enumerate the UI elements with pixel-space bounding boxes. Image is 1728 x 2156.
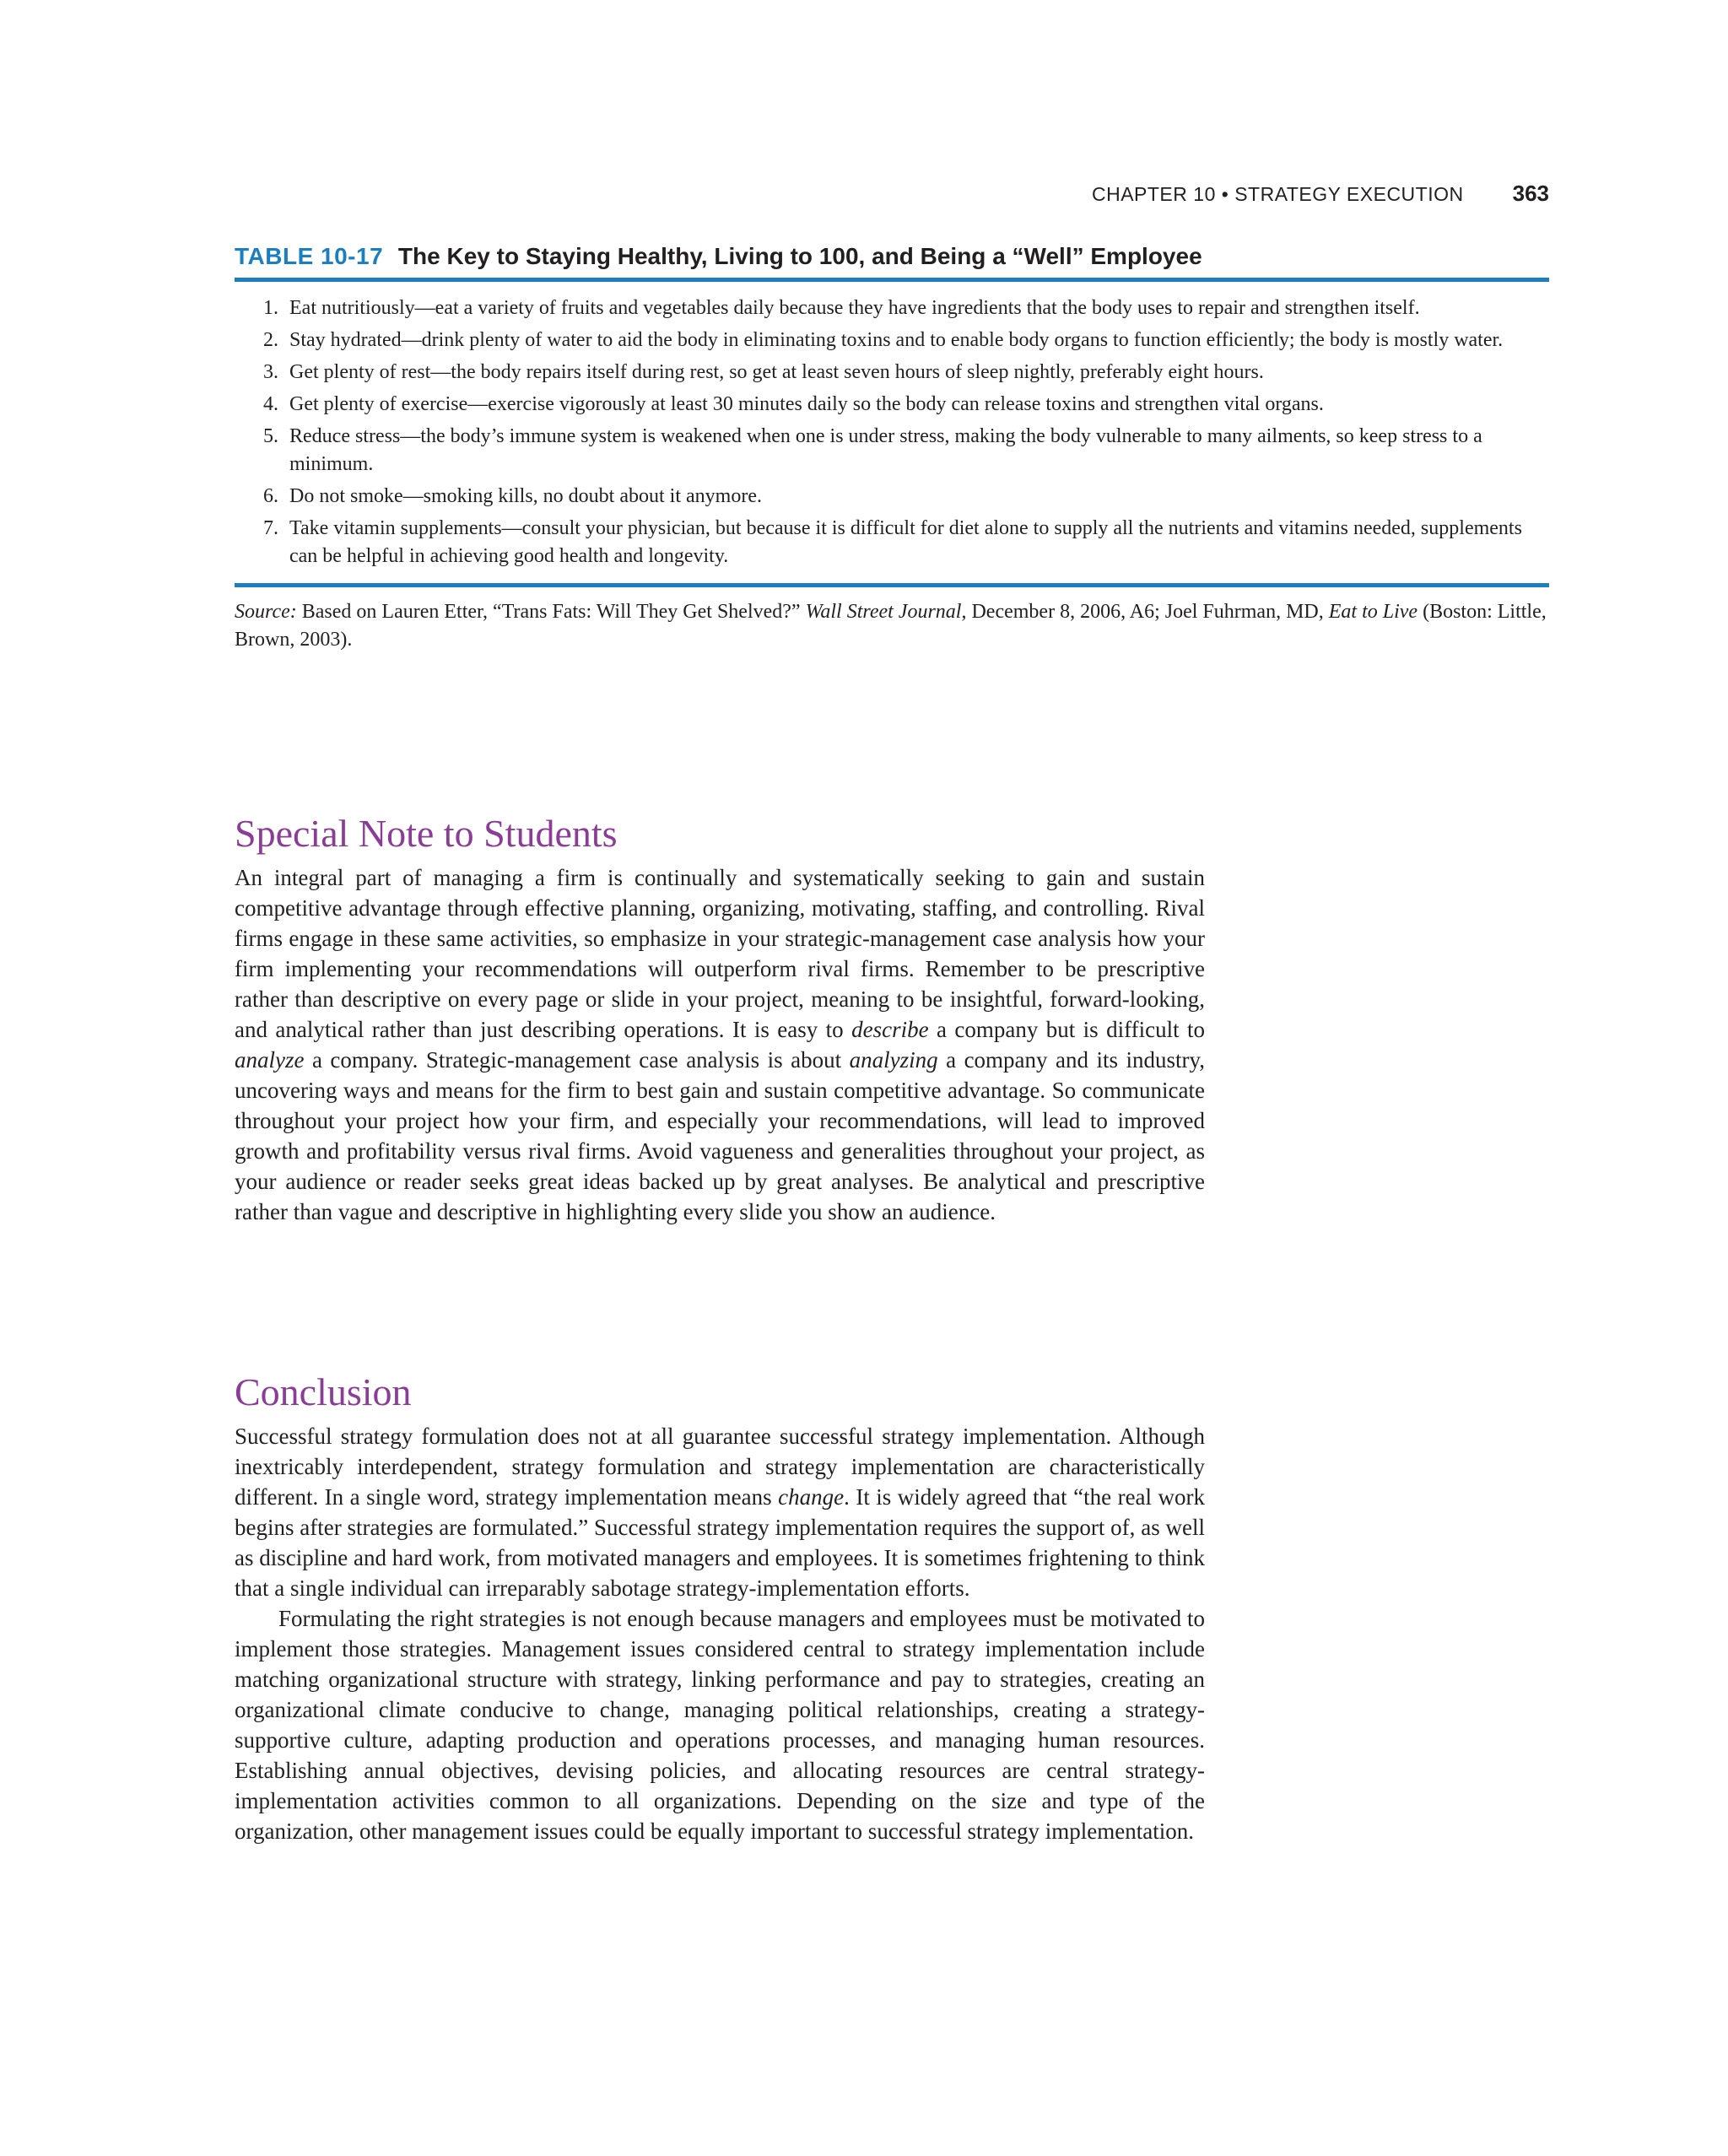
- table-label: TABLE 10-17: [235, 243, 384, 269]
- conclusion-heading: Conclusion: [235, 1370, 412, 1413]
- text: Successful strategy formulation does not at all guarantee successful strategy implementation. Although inextricably interdependent, strategy formulation and strategy implementation are characteristically different. In a single word, strategy implementation means: [235, 1424, 1205, 1510]
- source-journal: Wall Street Journal: [805, 601, 962, 623]
- item-text: Take vitamin supplements—consult your physician, but because it is difficult for diet alone to supply all the nutrients and vitamins needed, supplements can be helpful in achieving good health and longevity.: [289, 517, 1522, 567]
- item-text: Stay hydrated—drink plenty of water to aid the body in eliminating toxins and to enable body organs to function efficiently; the body is mostly water.: [289, 329, 1504, 351]
- special-note-heading: Special Note to Students: [235, 812, 618, 855]
- italic-text: analyzing: [849, 1047, 938, 1073]
- list-item: [235, 515, 1549, 570]
- item-number: 4.: [263, 393, 278, 415]
- text: An integral part of managing a firm is continually and systematically seeking to gain and sustain competitive advantage through effective planning, organizing, motivating, staffing, and controlling. Rival firms engage in these same activities, so emphasize in your strategic-management case analysis how your firm implementing your recommendations will outperform rival firms. Remember to be prescriptive rather than descriptive on every page or slide in your project, meaning to be insightful, forward-looking, and analytical rather than just describing operations. It is easy to: [235, 865, 1205, 1042]
- table-title-bar: [235, 243, 1549, 282]
- page-number: 363: [1512, 181, 1549, 206]
- italic-text: analyze: [235, 1047, 305, 1073]
- list-item: [235, 359, 1549, 386]
- source-text: , December 8, 2006, A6; Joel Fuhrman, MD,: [961, 601, 1329, 623]
- list-item: [235, 327, 1549, 354]
- list-item: [235, 423, 1549, 478]
- item-text: Do not smoke—smoking kills, no doubt about it anymore.: [289, 485, 762, 507]
- table-list: [235, 282, 1549, 587]
- item-number: 3.: [263, 361, 278, 383]
- special-note-section: [235, 812, 1205, 1227]
- italic-text: describe: [851, 1017, 929, 1042]
- source-text: (Boston: Little, Brown, 2003).: [235, 601, 1547, 651]
- list-item: [235, 391, 1549, 419]
- list-item: [235, 483, 1549, 511]
- text: . It is widely agreed that “the real work begins after strategies are formulated.” Successful strategy implementation requires the support of, as well as discipline and hard work, from motivated managers and employees. It is sometimes frightening to think that a single individual can irreparably sabotage strategy-implementation efforts.: [235, 1484, 1205, 1601]
- text: a company and its industry, uncovering ways and means for the firm to best gain and sustain competitive advantage. So communicate throughout your project how your firm, and especially your recommendations, will lead to improved growth and profitability versus rival firms. Avoid vagueness and generalities throughout your project, as your audience or reader seeks great ideas backed up by great analyses. Be analytical and prescriptive rather than vague and descriptive in highlighting every slide you show an audience.: [235, 1047, 1205, 1224]
- item-number: 6.: [263, 485, 278, 507]
- list-item: [235, 294, 1549, 322]
- item-number: 5.: [263, 425, 278, 447]
- item-number: 7.: [263, 517, 278, 539]
- table-title: The Key to Staying Healthy, Living to 100, and Being a “Well” Employee: [397, 243, 1202, 269]
- running-header: [0, 181, 1549, 207]
- item-text: Get plenty of rest—the body repairs itself during rest, so get at least seven hours of sleep nightly, preferably eight hours.: [289, 361, 1264, 383]
- table-source: [235, 598, 1549, 654]
- running-head: CHAPTER 10 • STRATEGY EXECUTION: [1091, 183, 1464, 205]
- source-label: Source:: [235, 601, 297, 623]
- item-text: Eat nutritiously—eat a variety of fruits and vegetables daily because they have ingredients that the body uses to repair and strengthen itself.: [289, 297, 1420, 319]
- conclusion-paragraph-2: Formulating the right strategies is not enough because managers and employees must be motivated to implement those strategies. Management issues considered central to strategy implementation include matching organizational structure with strategy, linking performance and pay to strategies, creating an organizational climate conducive to change, managing political relationships, creating a strategy-supportive culture, adapting production and operations processes, and managing human resources. Establishing annual objectives, devising policies, and allocating resources are central strategy-implementation activities common to all organizations. Depending on the size and type of the organization, other management issues could be equally important to successful strategy implementation.: [235, 1606, 1205, 1844]
- source-book: Eat to Live: [1328, 601, 1418, 623]
- item-text: Reduce stress—the body’s immune system is weakened when one is under stress, making the body vulnerable to many ailments, so keep stress to a minimum.: [289, 425, 1482, 475]
- item-text: Get plenty of exercise—exercise vigorously at least 30 minutes daily so the body can release toxins and strengthen vital organs.: [289, 393, 1324, 415]
- text: a company but is difficult to: [928, 1017, 1205, 1042]
- conclusion-paragraph-1: [235, 1421, 1205, 1603]
- italic-text: change: [778, 1484, 845, 1510]
- special-note-paragraph: [235, 862, 1205, 1227]
- text: a company. Strategic-management case analysis is about: [304, 1047, 850, 1073]
- conclusion-section: [235, 1370, 1205, 1846]
- item-number: 2.: [263, 329, 278, 351]
- source-text: Based on Lauren Etter, “Trans Fats: Will They Get Shelved?”: [296, 601, 806, 623]
- table-10-17: [235, 243, 1549, 674]
- item-number: 1.: [263, 297, 278, 319]
